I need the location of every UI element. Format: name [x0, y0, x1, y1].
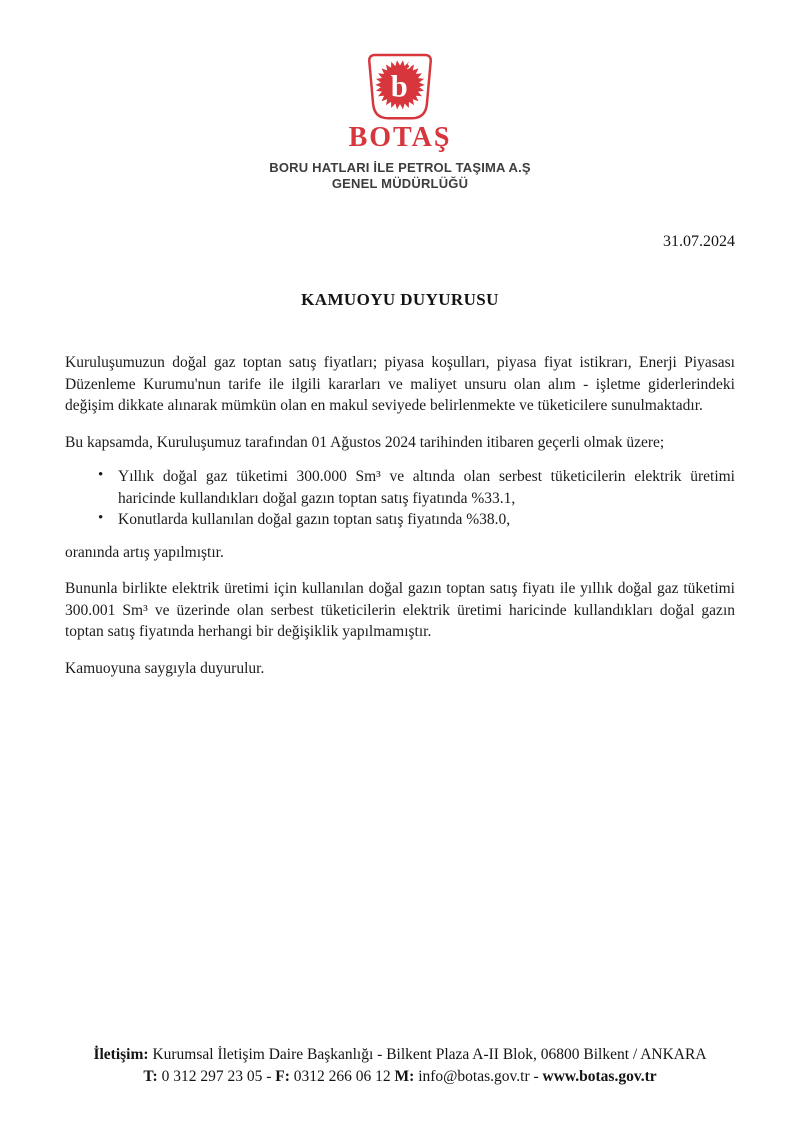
phone-label: T:: [143, 1067, 158, 1085]
bullet-icon: •: [98, 467, 104, 483]
bullet-text: Konutlarda kullanılan doğal gazın toptan satış fiyatında %38.0,: [118, 511, 511, 528]
logo-b-glyph: b: [390, 69, 408, 104]
website-text: www.botas.gov.tr: [542, 1067, 657, 1085]
botas-logo: [360, 52, 440, 122]
footer-phone-line: [0, 1066, 800, 1088]
fax-value: 0312 266 06 12: [293, 1067, 391, 1085]
footer-contact-line: [0, 1044, 800, 1066]
paragraph-increase: oranında artış yapılmıştır.: [65, 543, 224, 561]
mail-value: info@botas.gov.tr: [418, 1067, 530, 1085]
paragraph-scope: Bu kapsamda, Kuruluşumuz tarafından 01 Ağustos 2024 tarihinden itibaren geçerli olmak üzere;: [65, 433, 665, 451]
contact-value: Kurumsal İletişim Daire Başkanlığı - Bilkent Plaza A-II Blok, 06800 Bilkent / ANKARA: [152, 1046, 707, 1063]
separator: -: [266, 1067, 272, 1085]
page-footer: [0, 1044, 800, 1087]
mail-label: M:: [394, 1067, 415, 1085]
contact-label: İletişim:: [93, 1046, 149, 1063]
separator: -: [533, 1067, 539, 1085]
date-row: [65, 233, 735, 251]
org-name-line2: GENEL MÜDÜRLÜĞÜ: [331, 175, 469, 191]
page-title: KAMUOYU DUYURUSU: [301, 290, 499, 309]
logo-apostrophe-glyph: ’: [405, 57, 414, 82]
bullet-icon: •: [98, 510, 104, 526]
fax-label: F:: [275, 1067, 290, 1085]
org-name: [0, 160, 800, 191]
paragraph-nochange: Bununla birlikte elektrik üretimi için kullanılan doğal gazın toptan satış fiyatı ile yıllık doğal gaz tüketimi 300.001 Sm³ ve üzerinde olan serbest tüketicilerin elektrik üretimi haricinde kullandıkları doğal gazın toptan satış fiyatında herhangi bir değişiklik yapılmamıştır.: [65, 580, 735, 640]
bullet-item: [65, 466, 735, 509]
bullet-list: [65, 466, 735, 531]
letter-body: [65, 352, 735, 679]
bullet-text: Yıllık doğal gaz tüketimi 300.000 Sm³ ve altında olan serbest tüketicilerin elektrik üretimi haricinde kullandıkları doğal gazın toptan satış fiyatında %33.1,: [118, 468, 735, 507]
paragraph-closing: Kamuoyuna saygıyla duyurulur.: [65, 659, 265, 677]
org-name-line1: BORU HATLARI İLE PETROL TAŞIMA A.Ş: [269, 160, 531, 175]
paragraph-intro: Kuruluşumuzun doğal gaz toptan satış fiyatları; piyasa koşulları, piyasa fiyat istikrarı, Enerji Piyasası Düzenleme Kurumu'nun tarife ile ilgili kararları ve maliyet unsuru olan alım - işletme giderlerindeki değişim dikkate alınarak mümkün olan en makul seviyede belirlenmekte ve tüketicilere sunulmaktadır.: [65, 354, 735, 414]
letterhead: [0, 0, 800, 191]
bullet-item: [65, 509, 735, 531]
document-date: 31.07.2024: [663, 233, 735, 250]
brand-wordmark: BOTAŞ: [348, 122, 452, 153]
phone-value: 0 312 297 23 05: [161, 1067, 263, 1085]
